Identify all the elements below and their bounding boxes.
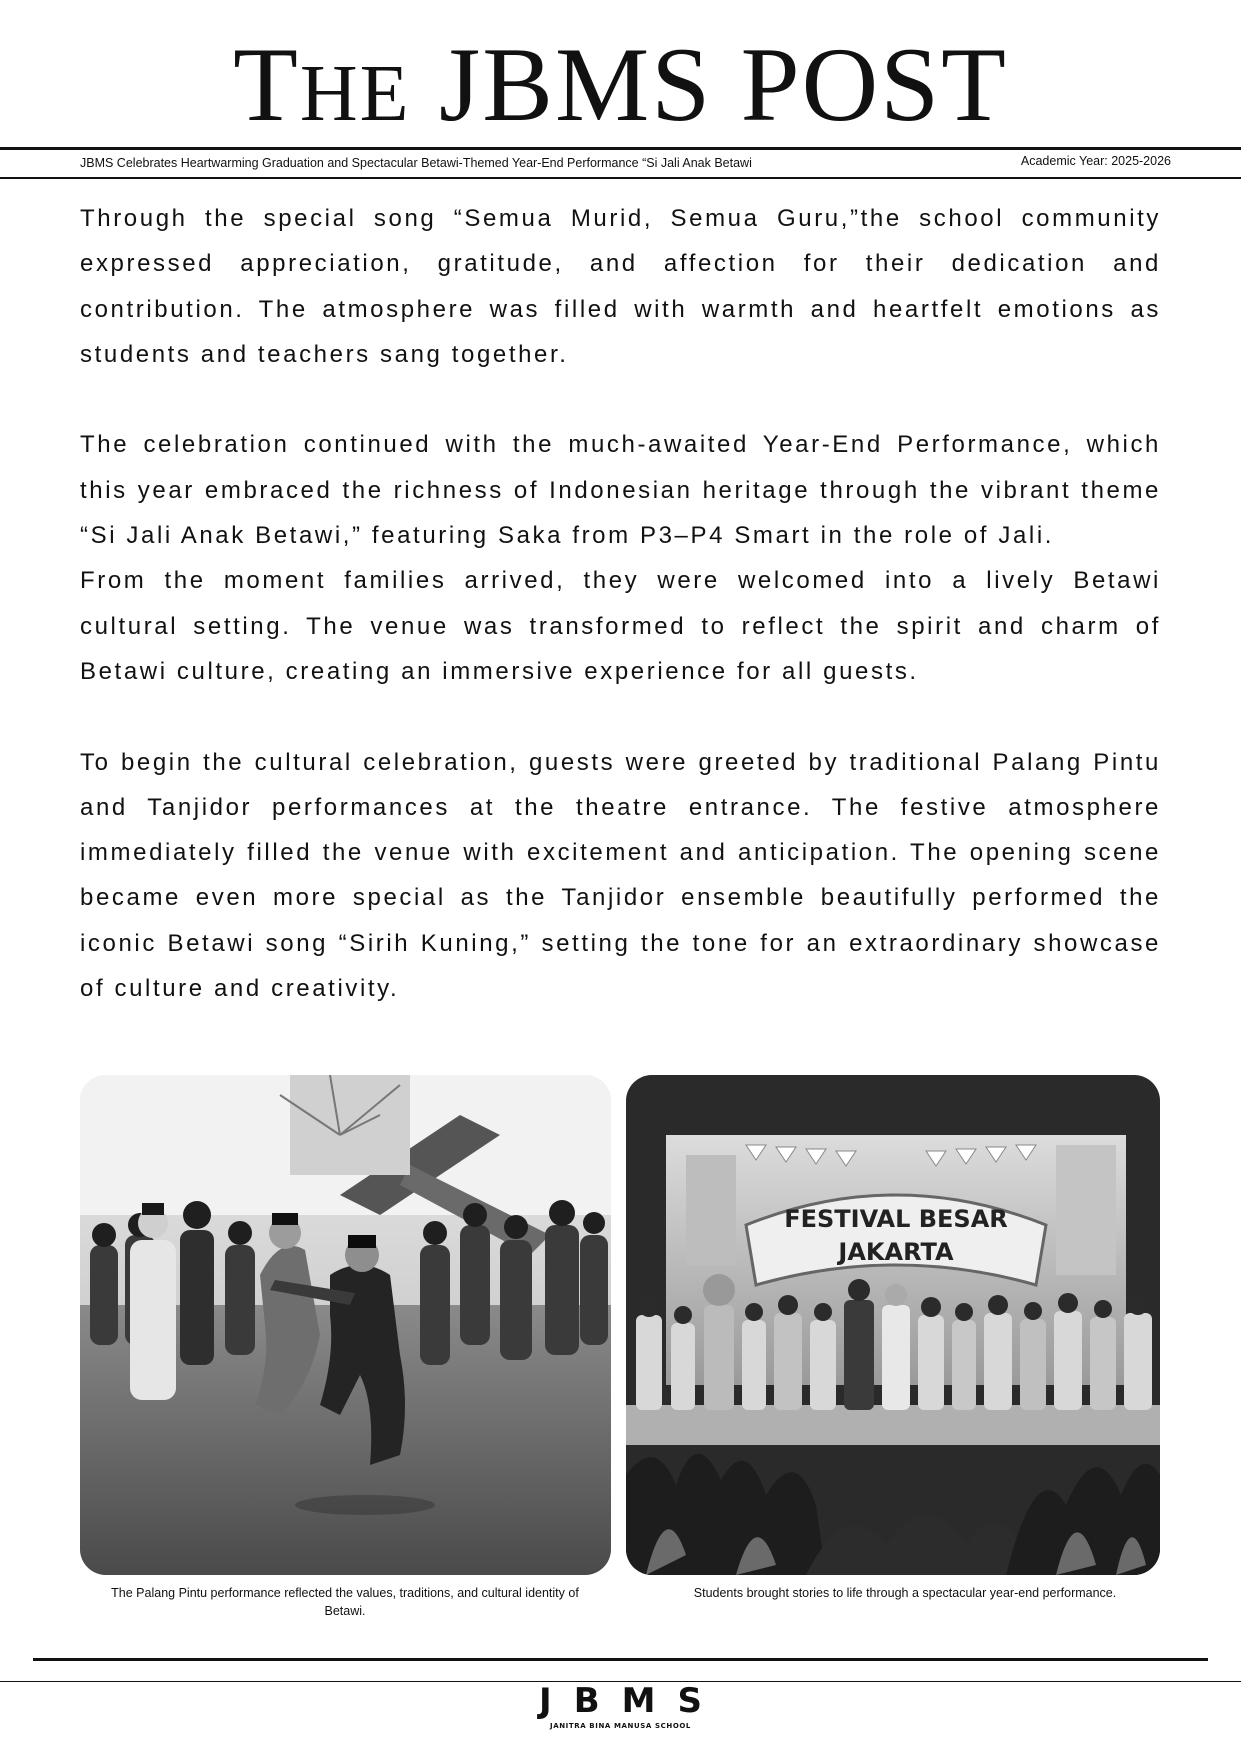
right-photo-caption: Students brought stories to life through a spectacular year-end performance. <box>693 1586 1117 1600</box>
header-rule-bottom <box>0 177 1241 179</box>
article-paragraph-2: The celebration continued with the much-awaited Year-End Performance, which this year embraced the richness of Indonesian heritage through the vibrant theme “Si Jali Anak Betawi,” featuring Saka from P3–P4 Smart in the role of Jali. <box>80 431 1161 550</box>
article-paragraph-1: Through the special song “Semua Murid, Semua Guru,”the school community expressed appreciation, gratitude, and affection for their dedication and contribution. The atmosphere was filled with warmth and heartfelt emotions as students and teachers sang together. <box>80 205 1161 368</box>
masthead-name: JBMS POST <box>439 26 1008 143</box>
academic-year: Academic Year: 2025-2026 <box>1020 154 1171 168</box>
article-paragraph-4: To begin the cultural celebration, guests were greeted by traditional Palang Pintu and Tanjidor performances at the theatre entrance. The festive atmosphere immediately filled the venue with excitement and anticipation. The opening scene became even more special as the Tanjidor ensemble beautifully performed the iconic Betawi song “Sirih Kuning,” setting the tone for an extraordinary showcase of culture and creativity. <box>80 748 1161 1003</box>
stage-performance-photo <box>626 1075 1160 1575</box>
headline-strip: JBMS Celebrates Heartwarming Graduation and Spectacular Betawi-Themed Year-End Performance “Si Jali Anak Betawi <box>80 156 752 170</box>
masthead-the-initial: T <box>233 26 300 143</box>
article-paragraph-3: From the moment families arrived, they were welcomed into a lively Betawi cultural setting. The venue was transformed to reflect the spirit and charm of Betawi culture, creating an immersive experience for all guests. <box>80 567 1161 685</box>
palang-pintu-photo <box>80 1075 611 1575</box>
header-rule-top <box>0 147 1241 150</box>
footer-rule-top <box>33 1658 1208 1661</box>
article-body <box>80 196 1161 1011</box>
jbms-logo: JBMS <box>539 1681 724 1721</box>
left-photo-caption: The Palang Pintu performance reflected the values, traditions, and cultural identity of Betawi. <box>111 1586 579 1618</box>
school-name: JANITRA BINA MANUSA SCHOOL <box>550 1722 691 1730</box>
banner-line-1: FESTIVAL BESAR <box>784 1205 1008 1233</box>
masthead-the-rest: HE <box>299 50 411 138</box>
banner-line-2: JAKARTA <box>838 1238 954 1266</box>
masthead-title <box>0 26 1241 149</box>
